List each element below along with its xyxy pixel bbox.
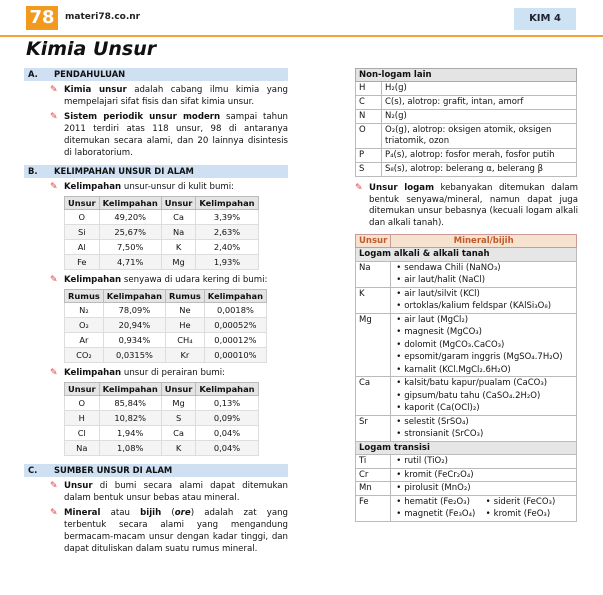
section-c-heading <box>24 464 288 477</box>
mineral-item: • dolomit (MgCO₃.CaCO₃) <box>394 339 573 352</box>
table-cell: H <box>65 411 100 426</box>
table-header: Rumus <box>65 290 104 303</box>
table-row <box>65 426 259 441</box>
list-item <box>24 274 288 286</box>
table-row <box>356 287 577 313</box>
mineral-item: • selestit (SrSO₄) <box>394 416 573 429</box>
section-letter: C. <box>28 465 38 475</box>
pencil-bullet-icon: ✎ <box>50 508 58 518</box>
table-row <box>356 124 577 149</box>
mineral-item: • rutil (TiO₂) <box>394 455 573 468</box>
table-cell: O₂ <box>65 318 104 333</box>
table-cell: S <box>161 411 196 426</box>
group-label: Logam transisi <box>356 441 577 455</box>
subject-tag: KIM 4 <box>514 8 576 30</box>
element-symbol: H <box>356 82 382 96</box>
table-cell: Mg <box>161 396 196 411</box>
table-cell: Kr <box>166 348 205 363</box>
table-cell: 0,0315% <box>103 348 165 363</box>
table-row <box>356 163 577 177</box>
section-letter: B. <box>28 166 38 176</box>
element-symbol: Mn <box>356 482 391 496</box>
table-cell: 0,04% <box>196 426 258 441</box>
table-cell: 49,20% <box>99 210 161 225</box>
term: Kimia unsur <box>64 85 127 95</box>
mineral-item: • epsomit/garam inggris (MgSO₄.7H₂O) <box>394 351 573 364</box>
mineral-item: • kalsit/batu kapur/pualam (CaCO₃) <box>394 377 573 390</box>
table-cell: 1,93% <box>196 255 258 270</box>
table-cell: 0,00052% <box>204 318 266 333</box>
table-row <box>356 261 577 287</box>
table-cell: Cl <box>65 426 100 441</box>
table-header: Kelimpahan <box>196 197 258 210</box>
table-header-row <box>65 197 259 210</box>
element-description: N₂(g) <box>382 110 577 124</box>
element-symbol: P <box>356 149 382 163</box>
table-row <box>356 468 577 482</box>
page-title: Kimia Unsur <box>26 38 157 60</box>
pencil-bullet-icon: ✎ <box>50 85 58 95</box>
table-cell: 0,04% <box>196 441 258 456</box>
table-cell: Fe <box>65 255 100 270</box>
table-cell: 78,09% <box>103 303 165 318</box>
table-row <box>65 441 259 456</box>
paragraph-text: senyawa di udara kering di bumi: <box>121 275 268 285</box>
table-row <box>65 255 259 270</box>
table-row <box>356 149 577 163</box>
table-header-row <box>65 290 267 303</box>
table-cell: 0,934% <box>103 333 165 348</box>
paragraph-text: atau <box>100 508 141 518</box>
table-cell: Si <box>65 225 100 240</box>
term: bijih <box>140 508 162 518</box>
table-header: Kelimpahan <box>99 197 161 210</box>
mineral-item: • sendawa Chili (NaNO₃) <box>394 262 573 275</box>
table-header: Unsur <box>161 383 196 396</box>
list-item <box>24 181 288 193</box>
group-label: Logam alkali & alkali tanah <box>356 248 577 262</box>
table-cell: Ne <box>166 303 205 318</box>
table-cell: 1,08% <box>99 441 161 456</box>
term: ore <box>174 508 191 518</box>
table-cell: N₂ <box>65 303 104 318</box>
mineral-item: • air laut/silvit (KCl) <box>394 288 573 301</box>
element-symbol: Sr <box>356 415 391 441</box>
mineral-item: • pirolusit (MnO₂) <box>394 482 573 495</box>
section-title: SUMBER UNSUR DI ALAM <box>54 465 173 475</box>
table-header: Unsur <box>65 197 100 210</box>
table-cell: Al <box>65 240 100 255</box>
mineral-item: • karnalit (KCl.MgCl₂.6H₂O) <box>394 364 573 377</box>
mineral-item: • magnesit (MgCO₃) <box>394 326 573 339</box>
page-number: 78 <box>26 6 58 30</box>
mineral-item: • siderit (FeCO₃) <box>484 496 573 509</box>
table-row <box>356 495 577 521</box>
page-header <box>0 0 603 36</box>
table-cell: CH₄ <box>166 333 205 348</box>
section-letter: A. <box>28 69 38 79</box>
section-title: PENDAHULUAN <box>54 69 126 79</box>
element-symbol: Ca <box>356 377 391 416</box>
table-cell: CO₂ <box>65 348 104 363</box>
table-row <box>356 482 577 496</box>
left-column <box>24 68 288 558</box>
table-cell: O <box>65 210 100 225</box>
element-symbol: Ti <box>356 455 391 469</box>
pencil-bullet-icon: ✎ <box>50 368 58 378</box>
list-item <box>24 367 288 379</box>
table-row <box>65 240 259 255</box>
table-cell: 20,94% <box>103 318 165 333</box>
table-row <box>65 210 259 225</box>
table-cell: Na <box>65 441 100 456</box>
table-cell: Ca <box>161 210 196 225</box>
element-symbol: Mg <box>356 313 391 377</box>
element-symbol: K <box>356 287 391 313</box>
element-symbol: Cr <box>356 468 391 482</box>
table-row <box>356 455 577 469</box>
table-cell: K <box>161 240 196 255</box>
table-cell: Ca <box>161 426 196 441</box>
term: Unsur <box>64 481 93 491</box>
group-row <box>356 248 577 262</box>
list-item <box>24 480 288 504</box>
mineral-item: • kaporit (Ca(OCl)₂) <box>394 402 573 415</box>
table-cell: O <box>65 396 100 411</box>
air-abundance-table <box>64 289 267 363</box>
nonmetal-table <box>355 68 577 177</box>
term: Kelimpahan <box>64 182 122 192</box>
crust-abundance-table <box>64 196 259 270</box>
paragraph-text: ) <box>190 508 195 518</box>
table-header: Unsur <box>65 383 100 396</box>
table-row <box>356 313 577 377</box>
list-item <box>355 183 578 229</box>
table-cell: 2,63% <box>196 225 258 240</box>
table-row <box>65 396 259 411</box>
element-symbol: N <box>356 110 382 124</box>
pencil-bullet-icon: ✎ <box>50 275 58 285</box>
table-cell: Mg <box>161 255 196 270</box>
table-cell: 0,0018% <box>204 303 266 318</box>
term: Kelimpahan <box>64 368 122 378</box>
element-symbol: O <box>356 124 382 149</box>
section-title: KELIMPAHAN UNSUR DI ALAM <box>54 166 194 176</box>
paragraph-text: adalah cabang ilmu kimia yang mempelajari sifat fisis dan sifat kimia unsur. <box>64 85 288 107</box>
element-description: P₄(s), alotrop: fosfor merah, fosfor putih <box>382 149 577 163</box>
mineral-item: • kromit (FeCr₂O₄) <box>394 469 573 482</box>
element-description: C(s), alotrop: grafit, intan, amorf <box>382 96 577 110</box>
table-cell: He <box>166 318 205 333</box>
table-cell: 3,39% <box>196 210 258 225</box>
list-item <box>24 507 288 555</box>
right-column <box>355 68 578 522</box>
table-row <box>356 110 577 124</box>
table-cell: Na <box>161 225 196 240</box>
mineral-item: • ortoklas/kalium feldspar (KAlSi₃O₈) <box>394 300 573 313</box>
table-cell: 25,67% <box>99 225 161 240</box>
paragraph-text: di bumi secara alami dapat ditemukan dalam bentuk unsur bebas atau mineral. <box>64 481 288 503</box>
table-header: Kelimpahan <box>103 290 165 303</box>
table-header: Mineral/bijih <box>391 235 577 248</box>
table-cell: 0,09% <box>196 411 258 426</box>
element-symbol: S <box>356 163 382 177</box>
table-cell: 2,40% <box>196 240 258 255</box>
mineral-item: • magnetit (Fe₃O₄) <box>394 508 483 521</box>
table-cell: 0,13% <box>196 396 258 411</box>
mineral-item: • stronsianit (SrCO₃) <box>394 428 573 441</box>
element-symbol: C <box>356 96 382 110</box>
table-header: Unsur <box>161 197 196 210</box>
table-row <box>65 333 267 348</box>
element-symbol: Na <box>356 261 391 287</box>
table-row <box>65 303 267 318</box>
list-item <box>24 84 288 108</box>
paragraph-text: unsur di perairan bumi: <box>121 368 226 378</box>
table-header-row <box>65 383 259 396</box>
paragraph-text: ( <box>161 508 175 518</box>
pencil-bullet-icon: ✎ <box>50 481 58 491</box>
table-header: Kelimpahan <box>196 383 258 396</box>
table-row <box>356 96 577 110</box>
table-cell: 1,94% <box>99 426 161 441</box>
table-cell: K <box>161 441 196 456</box>
paragraph-text: sampai tahun 2011 terdiri atas 118 unsur, 98 di antaranya ditemukan secara alami, dan 20 lainnya disintesis di laboratorium. <box>64 112 288 158</box>
term: Unsur logam <box>369 183 435 193</box>
table-row <box>65 348 267 363</box>
paragraph-text: kebanyakan ditemukan dalam bentuk senyawa/mineral, namun dapat juga ditemukan unsur bebasnya (kecuali logam alkali dan alkali tanah). <box>369 183 578 228</box>
table-row <box>65 225 259 240</box>
mineral-item: • air laut (MgCl₂) <box>394 314 573 327</box>
term: Mineral <box>64 508 101 518</box>
pencil-bullet-icon: ✎ <box>355 183 363 193</box>
table-row <box>65 411 259 426</box>
table-row <box>356 82 577 96</box>
section-a-heading <box>24 68 288 81</box>
element-description: H₂(g) <box>382 82 577 96</box>
section-b-heading <box>24 165 288 178</box>
table-header: Kelimpahan <box>204 290 266 303</box>
table-header: Kelimpahan <box>99 383 161 396</box>
table-cell: 0,00012% <box>204 333 266 348</box>
site-url: materi78.co.nr <box>65 12 141 22</box>
table-row <box>65 318 267 333</box>
element-symbol: Fe <box>356 495 391 521</box>
table-row <box>356 415 577 441</box>
table-header: Rumus <box>166 290 205 303</box>
element-description: O₂(g), alotrop: oksigen atomik, oksigen triatomik, ozon <box>382 124 577 149</box>
table-cell: Ar <box>65 333 104 348</box>
element-description: S₈(s), alotrop: belerang α, belerang β <box>382 163 577 177</box>
list-item <box>24 111 288 159</box>
table-row <box>356 377 577 416</box>
pencil-bullet-icon: ✎ <box>50 112 58 122</box>
water-abundance-table <box>64 382 259 456</box>
header-divider <box>0 35 603 37</box>
term: Sistem periodik unsur modern <box>64 112 221 122</box>
group-row <box>356 441 577 455</box>
paragraph-text: unsur-unsur di kulit bumi: <box>121 182 235 192</box>
table-cell: 10,82% <box>99 411 161 426</box>
pencil-bullet-icon: ✎ <box>50 182 58 192</box>
mineral-item: • kromit (FeO₃) <box>484 508 573 521</box>
table-cell: 85,84% <box>99 396 161 411</box>
paragraph-text: adalah zat yang terbentuk secara alami yang mengandung bermacam-macam unsur dengan kadar tinggi, dan dapat dituliskan dalam suatu rumus mineral. <box>64 508 289 554</box>
term: Kelimpahan <box>64 275 122 285</box>
table-cell: 0,00010% <box>204 348 266 363</box>
table-header: Unsur <box>356 235 391 248</box>
mineral-item: • hematit (Fe₂O₃) <box>394 496 483 509</box>
mineral-table <box>355 234 577 522</box>
mineral-item: • air laut/halit (NaCl) <box>394 274 573 287</box>
table-cell: 4,71% <box>99 255 161 270</box>
mineral-item: • gipsum/batu tahu (CaSO₄.2H₂O) <box>394 390 573 403</box>
table-cell: 7,50% <box>99 240 161 255</box>
table-header: Non-logam lain <box>356 69 577 82</box>
